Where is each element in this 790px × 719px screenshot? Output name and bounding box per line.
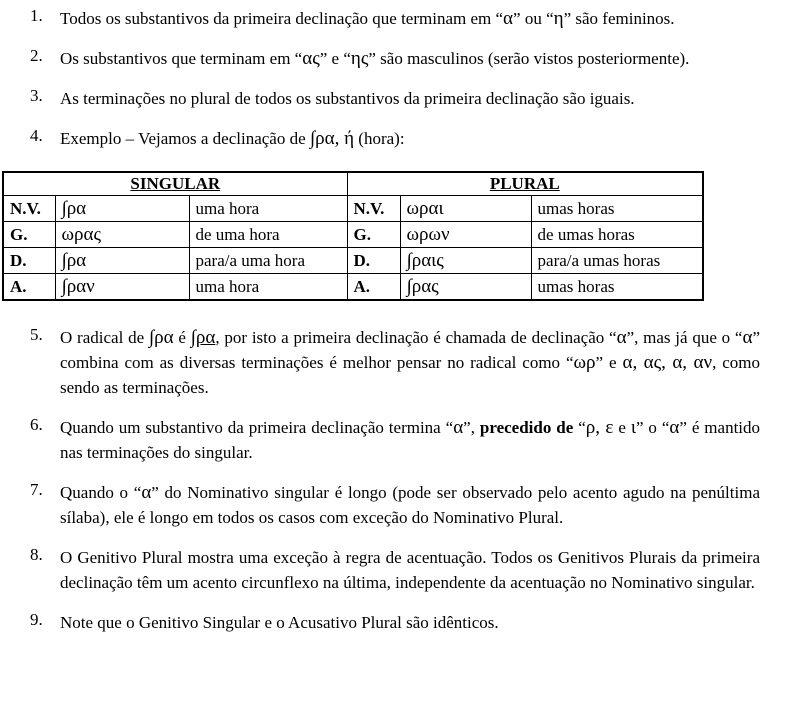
plural-header-cell (347, 172, 703, 196)
list-item-9 (30, 610, 760, 635)
list-item-2 (30, 46, 760, 71)
greek-text: ∫ρα (190, 327, 216, 348)
text-segment: Todos os substantivos da primeira declinação que terminam em “ (60, 9, 504, 28)
text-segment: “ (573, 418, 586, 437)
plural-header-label: PLURAL (489, 174, 560, 193)
item-text (60, 86, 760, 111)
text-segment: ” e (595, 353, 623, 372)
numbered-list-bottom (0, 325, 790, 635)
table-row (3, 222, 703, 248)
item-text (60, 610, 760, 635)
translation-plural: para/a umas horas (531, 248, 703, 274)
greek-word-singular: ∫ραν (55, 274, 189, 301)
item-number: 8. (30, 545, 43, 564)
text-segment: ” é mantido nas terminações do singular. (60, 418, 761, 462)
text-segment: precedido de (479, 418, 574, 437)
text-segment: Quando o “ (60, 483, 142, 502)
table-row (3, 248, 703, 274)
greek-text: ι (630, 417, 636, 438)
greek-text: ης (350, 48, 369, 69)
text-segment: e (613, 418, 631, 437)
list-item-7 (30, 480, 760, 530)
translation-plural: umas horas (531, 274, 703, 301)
greek-text: α (453, 417, 464, 438)
translation-singular: de uma hora (189, 222, 347, 248)
greek-word-singular: ωρας (55, 222, 189, 248)
item-number: 3. (30, 86, 43, 105)
item-number: 1. (30, 6, 43, 25)
text-segment: ” ou “ (513, 9, 554, 28)
case-label-plural: D. (347, 248, 400, 274)
greek-word-plural: ∫ραις (400, 248, 531, 274)
case-label-plural: A. (347, 274, 400, 301)
text-segment: , como sendo as terminações. (60, 353, 760, 397)
case-label-singular: D. (3, 248, 55, 274)
item-text (60, 46, 760, 71)
translation-plural: de umas horas (531, 222, 703, 248)
item-text (60, 545, 760, 595)
text-segment: As terminações no plural de todos os substantivos da primeira declinação são iguais. (60, 89, 635, 108)
item-text (60, 6, 760, 31)
text-segment: O Genitivo Plural mostra uma exceção à regra de acentuação. Todos os Genitivos Plurais da primeira declinação têm um acento circunflexo na última, independente da acentuação no Nominativo singular. (60, 548, 760, 592)
singular-header-cell (3, 172, 347, 196)
item-number: 7. (30, 480, 43, 499)
text-segment: Os substantivos que terminam em “ (60, 49, 303, 68)
list-item-8 (30, 545, 760, 595)
table-header-row (3, 172, 703, 196)
text-segment: é (173, 328, 191, 347)
table-row (3, 196, 703, 222)
greek-word-plural: ωρων (400, 222, 531, 248)
item-number: 9. (30, 610, 43, 629)
greek-text: ας (302, 48, 320, 69)
item-number: 5. (30, 325, 43, 344)
table-row (3, 274, 703, 301)
list-item-3 (30, 86, 760, 111)
greek-text: α (503, 8, 514, 29)
declension-rows (3, 196, 703, 301)
list-item-1 (30, 6, 760, 31)
declension-table (2, 171, 704, 301)
text-segment: Quando um substantivo da primeira declinação termina “ (60, 418, 454, 437)
greek-text: α (742, 327, 753, 348)
greek-text: ρ, ε (585, 417, 614, 438)
translation-singular: uma hora (189, 196, 347, 222)
text-segment: ” do Nominativo singular é longo (pode ser observado pelo acento agudo na penúltima sílaba), ele é longo em todos os casos com exceção do Nominativo Plural. (60, 483, 760, 527)
greek-word-singular: ∫ρα (55, 248, 189, 274)
greek-text: α (669, 417, 680, 438)
translation-singular: uma hora (189, 274, 347, 301)
item-text (60, 126, 760, 151)
greek-text: η (553, 8, 564, 29)
greek-text: α, ας, α, αν (622, 352, 713, 373)
item-number: 2. (30, 46, 43, 65)
list-item-6 (30, 415, 760, 465)
numbered-list-top (0, 6, 790, 151)
greek-text: ωρ (573, 352, 596, 373)
item-text (60, 480, 760, 530)
text-segment: Note que o Genitivo Singular e o Acusativo Plural são idênticos. (60, 613, 499, 632)
case-label-plural: G. (347, 222, 400, 248)
text-segment: ” são femininos. (563, 9, 675, 28)
case-label-singular: G. (3, 222, 55, 248)
case-label-plural: N.V. (347, 196, 400, 222)
text-segment: Exemplo – Vejamos a declinação de (60, 129, 310, 148)
case-label-singular: A. (3, 274, 55, 301)
text-segment: ” e “ (319, 49, 351, 68)
greek-word-plural: ∫ρας (400, 274, 531, 301)
greek-text: α (616, 327, 627, 348)
greek-text: ∫ρα (148, 327, 174, 348)
greek-word-singular: ∫ρα (55, 196, 189, 222)
case-label-singular: N.V. (3, 196, 55, 222)
translation-plural: umas horas (531, 196, 703, 222)
greek-text: ∫ρα, ή (309, 128, 355, 149)
singular-header-label: SINGULAR (130, 174, 221, 193)
greek-word-plural: ωραι (400, 196, 531, 222)
list-item-5 (30, 325, 760, 400)
list-item-4 (30, 126, 760, 151)
text-segment: O radical de (60, 328, 149, 347)
text-segment: ”, (463, 418, 480, 437)
item-number: 4. (30, 126, 43, 145)
item-text (60, 415, 760, 465)
translation-singular: para/a uma hora (189, 248, 347, 274)
item-number: 6. (30, 415, 43, 434)
text-segment: ” combina com as diversas terminações é melhor pensar no radical como “ (60, 328, 760, 372)
text-segment: ” são masculinos (serão vistos posteriormente). (368, 49, 690, 68)
text-segment: , por isto a primeira declinação é chamada de declinação “ (215, 328, 617, 347)
text-segment: ”, mas já que o “ (626, 328, 743, 347)
text-segment: ” o “ (635, 418, 670, 437)
text-segment: (hora): (354, 129, 405, 148)
greek-text: α (141, 482, 152, 503)
item-text (60, 325, 760, 400)
